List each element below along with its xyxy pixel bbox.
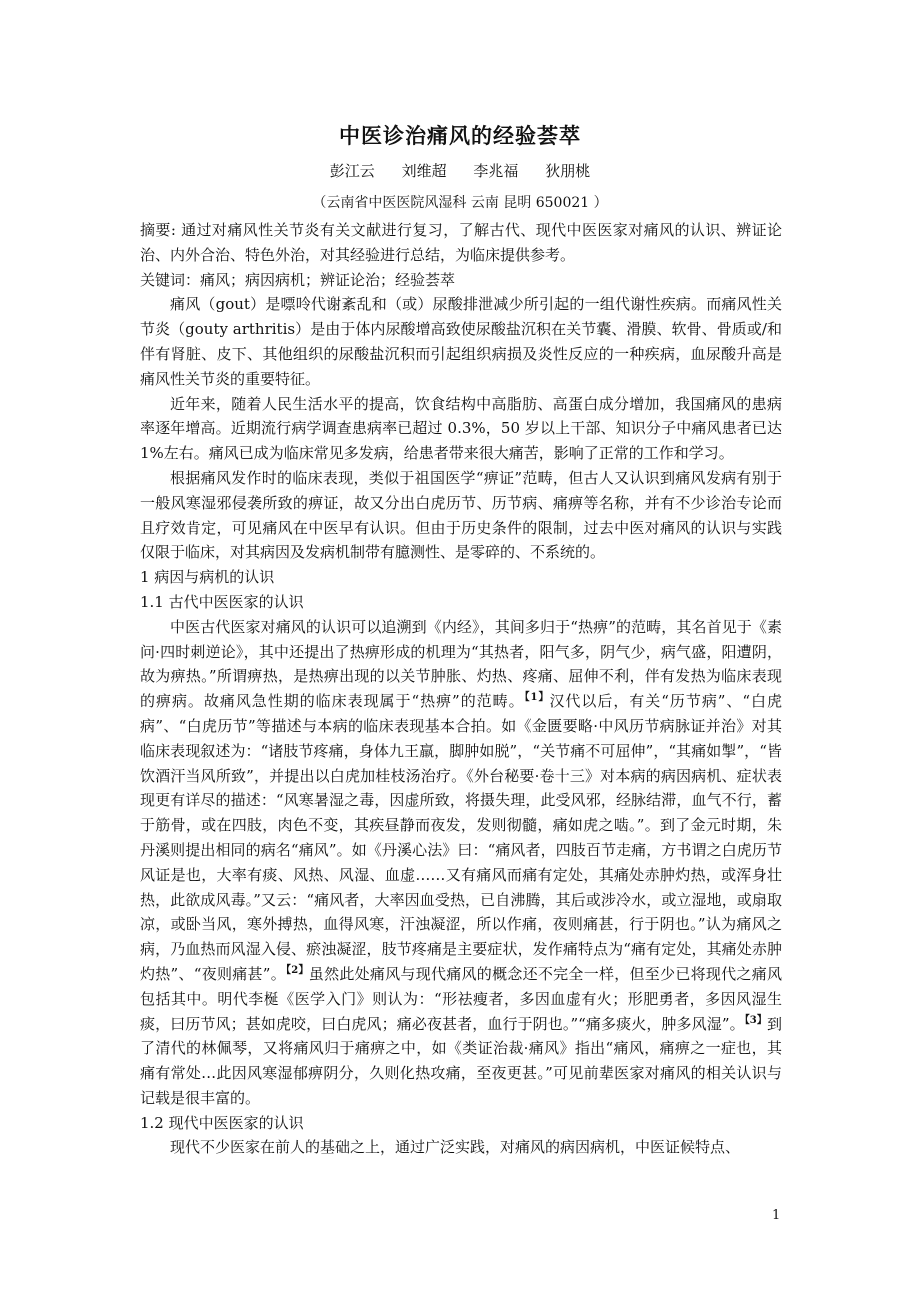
author-name: 彭江云: [329, 162, 375, 180]
article-body: [140, 218, 782, 1160]
abstract: 摘要: 通过对痛风性关节炎有关文献进行复习，了解古代、现代中医医家对痛风的认识、辨证论治、内外合治、特色外治，对其经验进行总结，为临床提供参考。: [140, 221, 782, 264]
author-name: 李兆福: [473, 162, 519, 180]
subsection-heading: 1.1 古代中医医家的认识: [140, 592, 304, 611]
paragraph-prevalence: 近年来，随着人民生活水平的提高，饮食结构中高脂肪、高蛋白成分增加，我国痛风的患病率逐年增高。近期流行病学调查患病率已超过 0.3%，50 岁以上干部、知识分子中痛风患者已达 1%左右。痛风已成为临床常见多发病，给患者带来很大痛苦，影响了正常的工作和学习。: [140, 394, 782, 463]
citation-marker: 【2】: [286, 964, 309, 976]
paragraph-text: 中医古代医家对痛风的认识可以追溯到《内经》，其间多归于“热痹”的范畴，其名首见于《素问·四时刺逆论》，其中还提出了热痹形成的机理为“其热者，阳气多，阴气少，病气盛，阳遭阴，故为痹热。”所谓痹热，是热痹出现的以关节肿胀、灼热、疼痛、屈伸不利，伴有发热为临床表现的痹病。故痛风急性期的临床表现属于“热痹”的范畴。: [140, 617, 782, 711]
subsection-heading: 1.2 现代中医医家的认识: [140, 1113, 304, 1132]
citation-marker: 【3】: [744, 1014, 767, 1026]
page-title: 中医诊治痛风的经验荟萃: [339, 124, 581, 148]
paragraph-text: 汉代以后，有关“历节病”、“白虎病”、“白虎历节”等描述与本病的临床表现基本合拍。如《金匮要略·中风历节病脉证并治》对其临床表现叙述为：“诸肢节疼痛，身体九王羸，脚肿如脱”，“关节痛不可屈伸”，“其痛如掣”，“皆饮酒汗当风所致”，并提出以白虎加桂枝汤治疗。《外台秘要·卷十三》对本病的病因病机、症状表现更有详尽的描述：“风寒暑湿之毒，因虚所致，将摄失理，此受风邪，经脉结滞，血气不行，蓄于筋骨，或在四肢，肉色不变，其疾昼静而夜发，发则彻髓，痛如虎之啮。”。到了金元时期，朱丹溪则提出相同的病名“痛风”。如《丹溪心法》曰：“痛风者，四肢百节走痛，方书谓之白虎历节风证是也，大率有痰、风热、风湿、血虚……又有痛风而痛有定处，其痛处赤肿灼热，或浑身壮热，此欲成风毒。”又云：“痛风者，大率因血受热，已自沸腾，其后或涉冷水，或立湿地，或扇取凉，或卧当风，寒外搏热，血得风寒，汗浊凝涩，所以作痛，夜则痛甚，行于阴也。”认为痛风之病，乃血热而风湿入侵、瘀浊凝涩，肢节疼痛是主要症状，发作痛特点为“痛有定处，其痛处赤肿灼热”、“夜则痛甚”。: [140, 692, 782, 983]
author-name: 狄朋桃: [545, 162, 591, 180]
citation-marker: 【1】: [524, 692, 550, 704]
author-list: [0, 160, 920, 181]
paragraph-tcm-background: 根据痛风发作时的临床表现，类似于祖国医学“痹证”范畴，但古人又认识到痛风发病有别于一般风寒湿邪侵袭所致的痹证，故又分出白虎历节、历节病、痛痹等名称，并有不少诊治专论而且疗效肯定，可见痛风在中医早有认识。但由于历史条件的限制，过去中医对痛风的认识与实践仅限于临床，对其病因及发病机制带有臆测性、是零碎的、不系统的。: [140, 468, 782, 562]
paragraph-gout-definition: 痛风（gout）是嘌呤代谢紊乱和（或）尿酸排泄减少所引起的一组代谢性疾病。而痛风性关节炎（gouty arthritis）是由于体内尿酸增高致使尿酸盐沉积在关节囊、滑膜、软骨、骨质或/和伴有肾脏、皮下、其他组织的尿酸盐沉积而引起组织病损及炎性反应的一种疾病，血尿酸升高是痛风性关节炎的重要特征。: [140, 295, 782, 388]
paragraph-text: 到了清代的林佩琴，又将痛风归于痛痹之中，如《类证治裁·痛风》指出“痛风，痛痹之一症也，其痛有常处…此因风寒湿郁痹阴分，久则化热攻痛，至夜更甚。”可见前辈医家对痛风的相关认识与记载是很丰富的。: [140, 1014, 782, 1107]
page-number: 1: [772, 1208, 781, 1223]
keywords: 关键词：痛风；病因病机；辨证论治；经验荟萃: [140, 270, 456, 289]
paragraph-text: 虽然此处痛风与现代痛风的概念还不完全一样，但至少已将现代之痛风包括其中。明代李梴《医学入门》则认为：“形祛瘦者，多因血虚有火；形肥勇者，多因风湿生痰，曰历节风；甚如虎咬，曰白虎风；痛必夜甚者，血行于阴也。”“痛多痰火，肿多风湿”。: [140, 964, 782, 1033]
section-heading: 1 病因与病机的认识: [140, 568, 275, 587]
paragraph-ancient-physicians: [140, 615, 782, 1111]
affiliation: （云南省中医医院风湿科 云南 昆明 650021 ）: [312, 195, 608, 211]
author-name: 刘维超: [401, 162, 447, 180]
paragraph-modern-physicians: 现代不少医家在前人的基础之上，通过广泛实践，对痛风的病因病机，中医证候特点、: [170, 1138, 741, 1157]
